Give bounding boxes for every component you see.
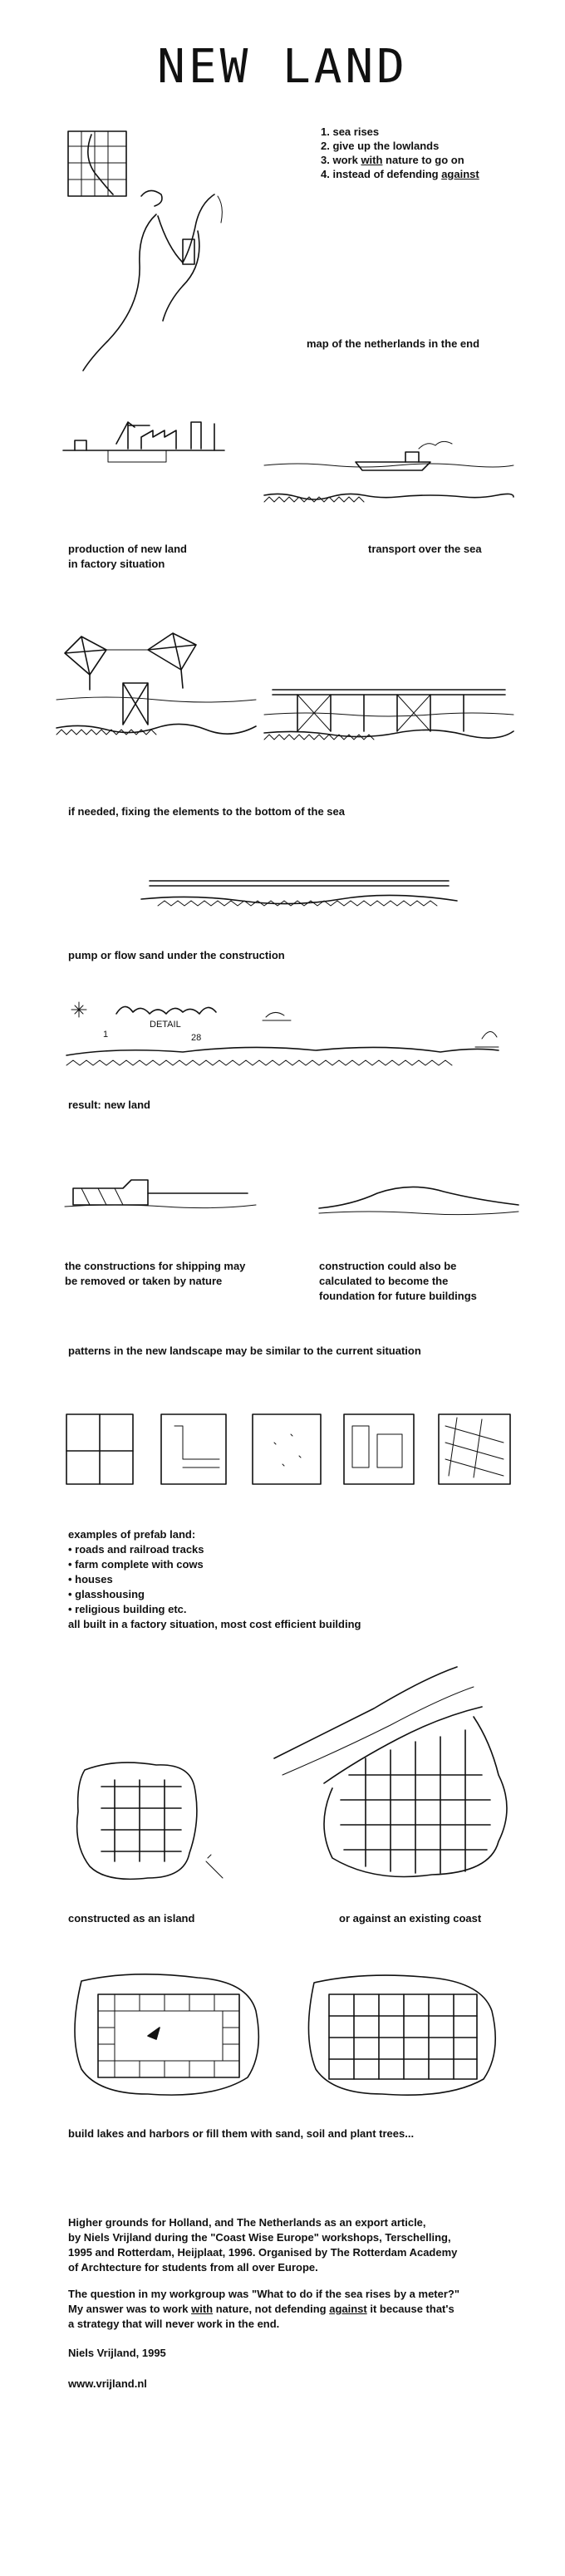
caption-map: map of the netherlands in the end <box>307 337 480 350</box>
step-item: 3. work with nature to go on <box>321 154 464 166</box>
caption-construction-2: calculated to become the <box>319 1275 449 1287</box>
cranes-sketch <box>56 625 264 750</box>
prefab-item: • glasshousing <box>68 1588 145 1600</box>
sketch-label-number: 1 <box>103 1030 109 1040</box>
fixed-platform-sketch <box>264 665 513 756</box>
page-title: NEW LAND <box>157 40 408 94</box>
caption-result: result: new land <box>68 1099 150 1111</box>
prefab-item: • farm complete with cows <box>68 1558 204 1571</box>
caption-shipping-2: be removed or taken by nature <box>65 1275 223 1287</box>
new-land-sketch <box>66 989 499 1089</box>
prefab-item: • roads and railroad tracks <box>68 1543 204 1556</box>
caption-island: constructed as an island <box>68 1912 195 1925</box>
step-item: 2. give up the lowlands <box>321 140 440 152</box>
shipping-construction-sketch <box>65 1163 256 1222</box>
prefab-footer: all built in a factory situation, most cost efficient building <box>68 1618 361 1630</box>
lake-sketch <box>65 1969 273 2102</box>
prefab-squares-sketch <box>58 1409 523 1492</box>
transport-sketch <box>264 415 513 524</box>
island-sketch <box>65 1753 231 1895</box>
about-paragraph-1: Higher grounds for Holland, and The Netherlands as an export article, by Niels Vrijland during the "Coast Wise Europe" workshops, Terschelling, 1995 and Rotterdam, Heijplaat, 1996. Organised by The Rotterdam Academy of Archtecture for students from all over Europe. <box>68 2216 458 2274</box>
pump-sand-sketch <box>141 864 457 922</box>
caption-production-2: in factory situation <box>68 558 165 570</box>
hill-construction-sketch <box>319 1175 518 1225</box>
netherlands-map-sketch <box>58 123 291 372</box>
prefab-item: • religious building etc. <box>68 1603 187 1615</box>
prefab-item: • houses <box>68 1573 113 1585</box>
caption-patterns: patterns in the new landscape may be similar to the current situation <box>68 1345 421 1357</box>
website-link[interactable]: www.vrijland.nl <box>68 2377 147 2390</box>
caption-construction-3: foundation for future buildings <box>319 1290 477 1302</box>
step-item: 4. instead of defending against <box>321 168 479 180</box>
sketch-label-detail: DETAIL <box>150 1020 181 1030</box>
caption-pump: pump or flow sand under the construction <box>68 949 285 961</box>
caption-lakes: build lakes and harbors or fill them with sand, soil and plant trees... <box>68 2127 415 2140</box>
caption-shipping-1: the constructions for shipping may <box>65 1260 246 1272</box>
sketch-label-number2: 28 <box>191 1033 202 1043</box>
author-credit: Niels Vrijland, 1995 <box>68 2347 166 2359</box>
caption-construction-1: construction could also be <box>319 1260 457 1272</box>
caption-coast: or against an existing coast <box>339 1912 482 1925</box>
factory-sketch <box>58 397 233 489</box>
about-paragraph-2: The question in my workgroup was "What to do if the sea rises by a meter?" My answer was to work with nature, not defending against it because that's a strategy that will never work in the end. <box>68 2288 460 2330</box>
coast-sketch <box>274 1659 523 1900</box>
caption-production-1: production of new land <box>68 543 187 555</box>
prefab-heading: examples of prefab land: <box>68 1528 196 1541</box>
harbor-sketch <box>299 1969 507 2102</box>
caption-fixing: if needed, fixing the elements to the bottom of the sea <box>68 805 345 818</box>
steps-list <box>321 125 479 181</box>
caption-transport: transport over the sea <box>368 543 482 555</box>
step-item: 1. sea rises <box>321 125 380 138</box>
